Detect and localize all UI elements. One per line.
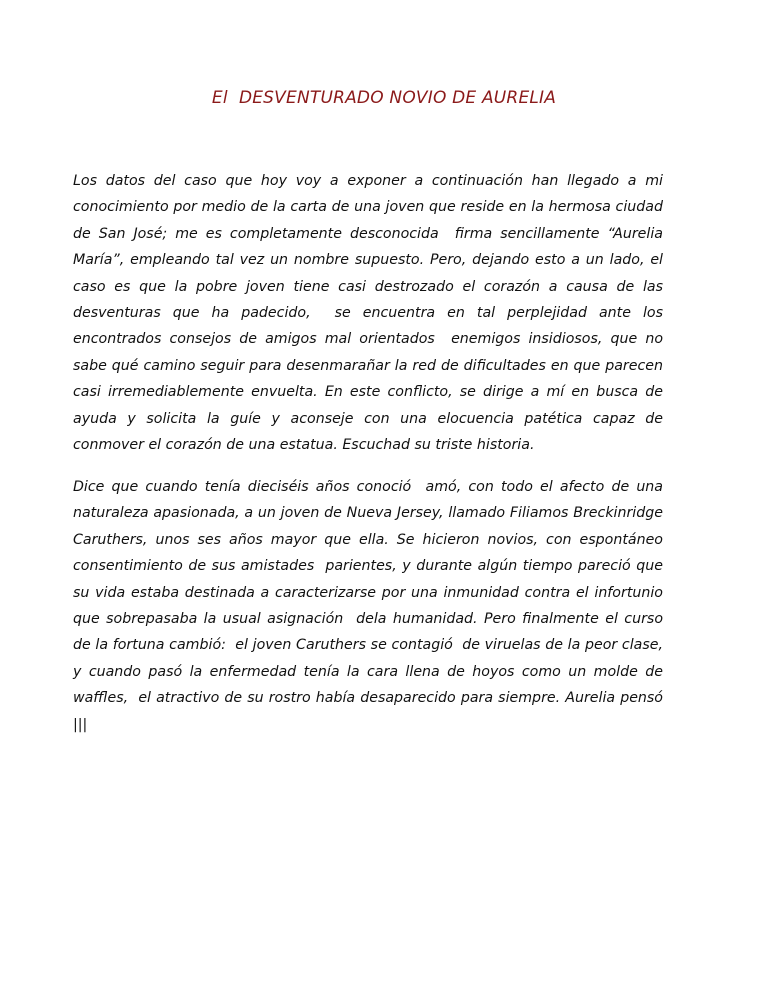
document-title: El DESVENTURADO NOVIO DE AURELIA [211,88,557,108]
paragraph-1: Los datos del caso que hoy voy a exponer a continuación han llegado a mi conocimiento por medio de la carta de una joven que reside en la hermosa ciudad de San José; me es completamente desconocida firma sencillamente “Aurelia María”, empleando tal vez un nombre supuesto. Pero, dejando esto a un lado, el caso es que la pobre joven tiene casi destrozado el corazón a causa de las desventuras que ha padecido, se encuentra en tal perplejidad ante los encontrados consejos de amigos mal orientados enemigos insidiosos, que no sabe qué camino seguir para desenmarañar la red de dificultades en que parecen casi irremediablemente envuelta. En este conflicto, se dirige a mí en busca de ayuda y solicita la guíe y aconseje con una elocuencia patética capaz de conmover el corazón de una estatua. Escuchad su triste historia. [73,173,668,454]
paragraph-2: Dice que cuando tenía dieciséis años conoció amó, con todo el afecto de una naturaleza apasionada, a un joven de Nueva Jersey, llamado Filiamos Breckinridge Caruthers, unos ses años mayor que ella. Se hicieron novios, con espontáneo consentimiento de sus amistades parientes, y durante algún tiempo pareció que su vida estaba destinada a caracterizarse por una inmunidad contra el infortunio que sobrepasaba la usual asignación dela humanidad. Pero finalmente el curso de la fortuna cambió: el joven Caruthers se contagió de viruelas de la peor clase, y cuando pasó la enfermedad tenía la cara llena de hoyos como un molde de waffles, el atractivo de su rostro había desaparecido para siempre. Aurelia pensó ||| [73,479,668,733]
